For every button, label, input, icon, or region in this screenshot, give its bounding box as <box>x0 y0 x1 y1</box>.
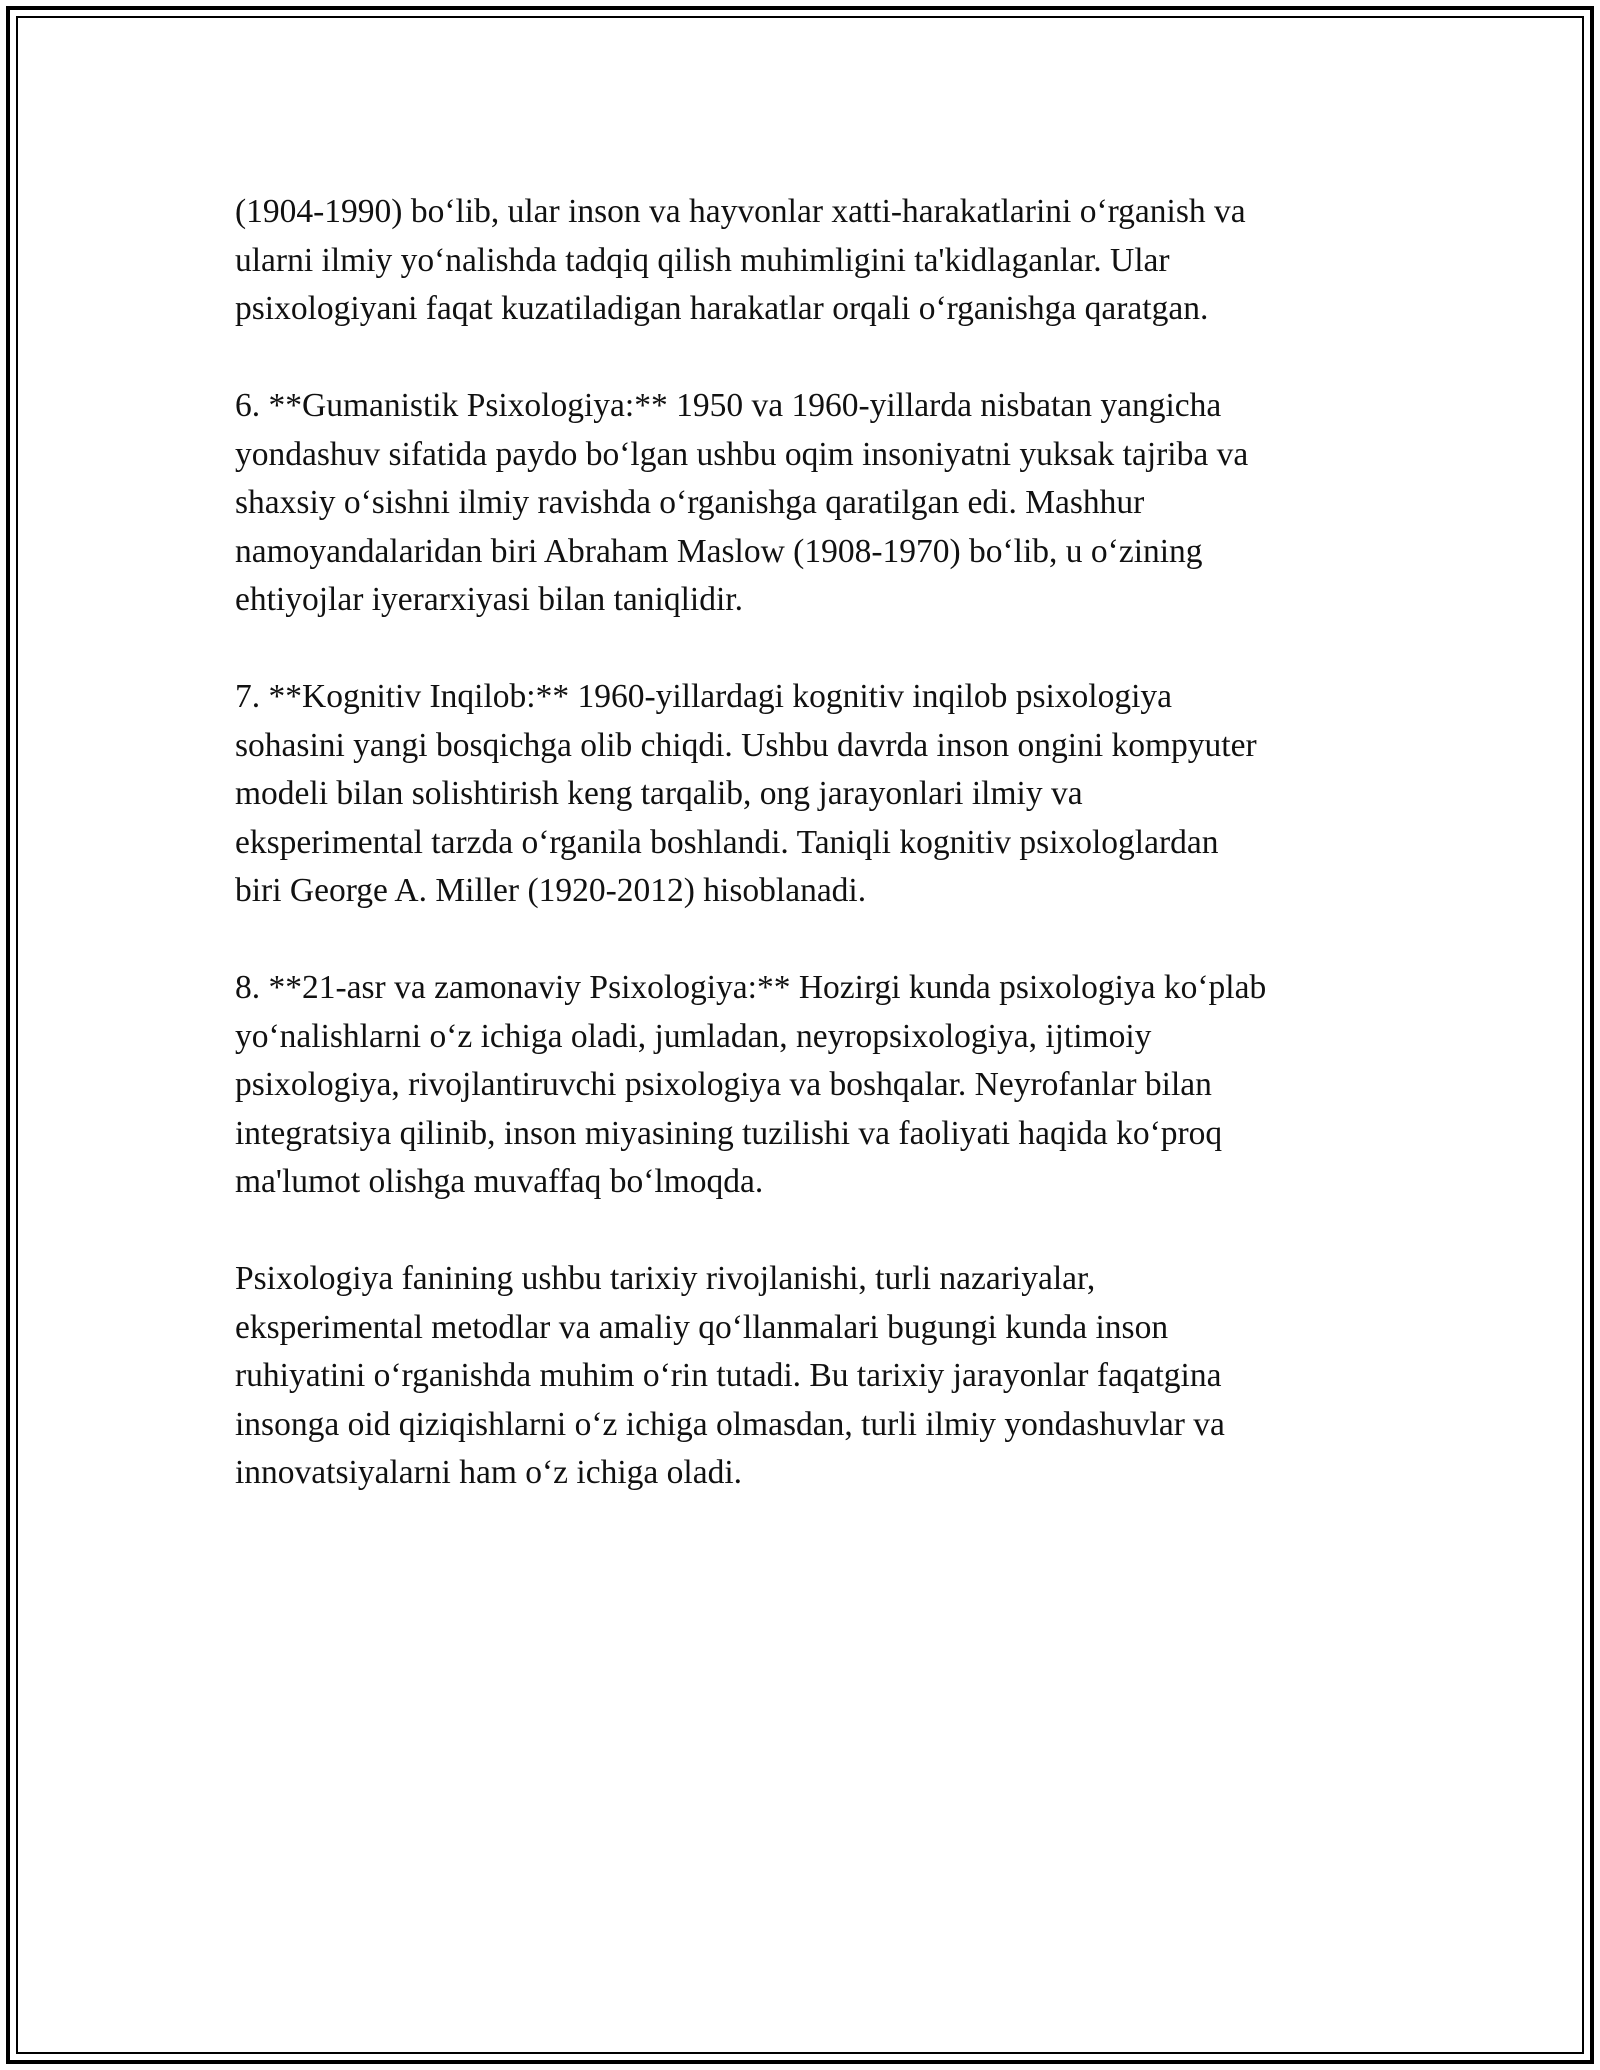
text-line: ma'lumot olishga muvaffaq bo‘lmoqda. <box>235 1163 764 1200</box>
text-line: psixologiyani faqat kuzatiladigan harakatlar orqali o‘rganishga qaratgan. <box>235 290 1209 327</box>
paragraph-behaviorism-continuation <box>235 188 1385 334</box>
text-line: ehtiyojlar iyerarxiyasi bilan taniqlidir. <box>235 581 743 618</box>
text-line: 6. **Gumanistik Psixologiya:** 1950 va 1960-yillarda nisbatan yangicha <box>235 387 1222 424</box>
paragraph-conclusion <box>235 1255 1385 1498</box>
text-line: Psixologiya fanining ushbu tarixiy rivojlanishi, turli nazariyalar, <box>235 1260 1096 1297</box>
text-line: innovatsiyalarni ham o‘z ichiga oladi. <box>235 1454 742 1491</box>
text-line: ruhiyatini o‘rganishda muhim o‘rin tutadi. Bu tarixiy jarayonlar faqatgina <box>235 1357 1222 1394</box>
text-line: yo‘nalishlarni o‘z ichiga oladi, jumladan, neyropsixologiya, ijtimoiy <box>235 1017 1152 1055</box>
text-line: psixologiya, rivojlantiruvchi psixologiya va boshqalar. Neyrofanlar bilan <box>235 1066 1212 1103</box>
document-body <box>235 188 1385 1498</box>
text-line: insonga oid qiziqishlarni o‘z ichiga olmasdan, turli ilmiy yondashuvlar va <box>235 1405 1225 1443</box>
text-line: shaxsiy o‘sishni ilmiy ravishda o‘rganishga qaratilgan edi. Mashhur <box>235 484 1145 521</box>
text-line: eksperimental tarzda o‘rganila boshlandi. Taniqli kognitiv psixologlardan <box>235 823 1219 861</box>
text-line: sohasini yangi bosqichga olib chiqdi. Ushbu davrda inson ongini kompyuter <box>235 726 1257 764</box>
text-line: eksperimental metodlar va amaliy qo‘llanmalari bugungi kunda inson <box>235 1308 1169 1346</box>
text-line: integratsiya qilinib, inson miyasining tuzilishi va faoliyati haqida ko‘proq <box>235 1114 1223 1152</box>
text-line: ularni ilmiy yo‘nalishda tadqiq qilish muhimligini ta'kidlaganlar. Ular <box>235 241 1170 279</box>
text-line: modeli bilan solishtirish keng tarqalib, ong jarayonlari ilmiy va <box>235 775 1083 812</box>
paragraph-modern-psychology <box>235 964 1385 1207</box>
text-line: biri George A. Miller (1920-2012) hisoblanadi. <box>235 872 867 909</box>
paragraph-cognitive-revolution <box>235 673 1385 916</box>
text-line: yondashuv sifatida paydo bo‘lgan ushbu oqim insoniyatni yuksak tajriba va <box>235 435 1249 473</box>
text-line: 7. **Kognitiv Inqilob:** 1960-yillardagi kognitiv inqilob psixologiya <box>235 678 1173 715</box>
paragraph-humanistic-psychology <box>235 382 1385 625</box>
text-line: namoyandalaridan biri Abraham Maslow (1908-1970) bo‘lib, u o‘zining <box>235 532 1203 570</box>
text-line: 8. **21-asr va zamonaviy Psixologiya:** Hozirgi kunda psixologiya ko‘plab <box>235 969 1267 1006</box>
text-line: (1904-1990) bo‘lib, ular inson va hayvonlar xatti-harakatlarini o‘rganish va <box>235 193 1246 230</box>
